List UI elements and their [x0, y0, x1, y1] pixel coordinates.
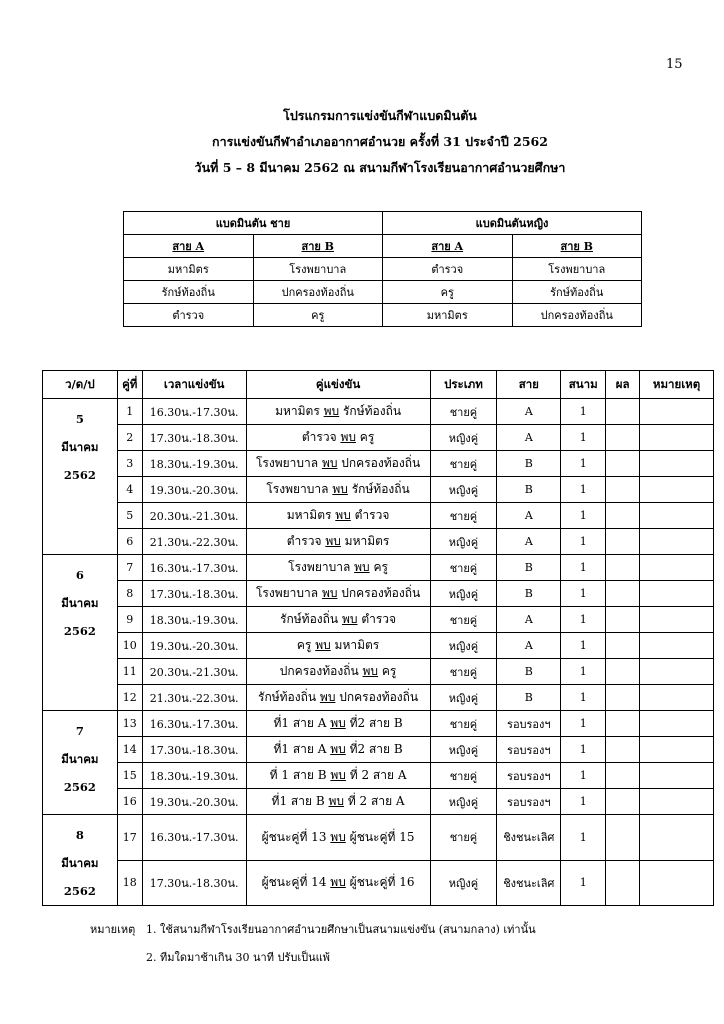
match-division: A — [497, 503, 561, 529]
team-b: มหามิตร — [334, 638, 380, 652]
team-cell: โรงพยาบาล — [512, 258, 642, 281]
match-time: 20.30น.-21.30น. — [142, 503, 246, 529]
page-number: 15 — [666, 57, 683, 72]
match-type: หญิงคู่ — [430, 737, 497, 763]
match-type: หญิงคู่ — [430, 789, 497, 815]
date-line: มีนาคม — [61, 856, 99, 870]
match-time: 16.30น.-17.30น. — [142, 711, 246, 737]
match-number: 12 — [117, 685, 142, 711]
match-row — [43, 477, 714, 503]
team-cell: ตำรวจ — [124, 304, 254, 327]
match-type: หญิงคู่ — [430, 529, 497, 555]
match-type: ชายคู่ — [430, 555, 497, 581]
date-line: 8 — [75, 828, 84, 842]
vs-word: พบ — [330, 875, 346, 890]
date-line: 2562 — [63, 624, 96, 638]
date-line: มีนาคม — [61, 752, 99, 766]
team-b: รักษ์ท้องถิ่น — [342, 404, 402, 418]
title-line-1: โปรแกรมการแข่งขันกีฬาแบดมินตัน — [283, 108, 477, 123]
match-court: 1 — [561, 607, 606, 633]
match-row — [43, 607, 714, 633]
match-result — [606, 633, 640, 659]
match-row — [43, 711, 714, 737]
team-b: ตำรวจ — [354, 508, 390, 522]
division-header: สาย B — [253, 235, 383, 258]
match-number: 7 — [117, 555, 142, 581]
match-opponents — [246, 685, 430, 711]
match-type: ชายคู่ — [430, 503, 497, 529]
vs-word: พบ — [321, 586, 338, 600]
match-time: 16.30น.-17.30น. — [142, 399, 246, 425]
date-line: 2562 — [63, 780, 96, 794]
match-time: 18.30น.-19.30น. — [142, 607, 246, 633]
match-remarks — [640, 503, 714, 529]
match-remarks — [640, 711, 714, 737]
match-remarks — [640, 763, 714, 789]
match-opponents — [246, 737, 430, 763]
match-division: B — [497, 685, 561, 711]
match-opponents — [246, 451, 430, 477]
match-result — [606, 425, 640, 451]
match-opponents — [246, 503, 430, 529]
match-time: 17.30น.-18.30น. — [142, 737, 246, 763]
match-number: 17 — [117, 815, 142, 861]
team-b: มหามิตร — [344, 534, 390, 548]
division-header: สาย A — [124, 235, 254, 258]
match-result — [606, 860, 640, 906]
match-division: A — [497, 607, 561, 633]
match-opponents — [246, 633, 430, 659]
teams-table — [123, 211, 642, 327]
vs-word: พบ — [341, 612, 358, 626]
team-a: ผู้ชนะคู่ที่ 13 — [261, 829, 327, 844]
vs-word: พบ — [315, 638, 331, 652]
match-division: A — [497, 633, 561, 659]
col-header-time: เวลาแข่งขัน — [142, 371, 246, 399]
team-cell: ตำรวจ — [383, 258, 513, 281]
match-time: 19.30น.-20.30น. — [142, 477, 246, 503]
match-result — [606, 503, 640, 529]
match-result — [606, 607, 640, 633]
match-number: 3 — [117, 451, 142, 477]
vs-word: พบ — [362, 664, 379, 678]
match-remarks — [640, 685, 714, 711]
match-division: A — [497, 529, 561, 555]
match-division: B — [497, 477, 561, 503]
match-time: 21.30น.-22.30น. — [142, 529, 246, 555]
match-result — [606, 451, 640, 477]
match-row — [43, 529, 714, 555]
match-result — [606, 711, 640, 737]
match-number: 15 — [117, 763, 142, 789]
match-court: 1 — [561, 789, 606, 815]
match-remarks — [640, 529, 714, 555]
col-header-remarks: หมายเหตุ — [640, 371, 714, 399]
team-a: โรงพยาบาล — [266, 482, 329, 496]
match-row — [43, 815, 714, 861]
date-line: 7 — [75, 724, 84, 738]
match-type: หญิงคู่ — [430, 685, 497, 711]
date-line: 2562 — [63, 884, 96, 898]
match-opponents — [246, 555, 430, 581]
match-remarks — [640, 555, 714, 581]
date-cell — [43, 815, 118, 906]
match-number: 8 — [117, 581, 142, 607]
team-a: มหามิตร — [286, 508, 332, 522]
col-header-division: สาย — [497, 371, 561, 399]
team-b: ที่ 2 สาย A — [349, 768, 407, 782]
match-number: 9 — [117, 607, 142, 633]
teams-row — [124, 281, 642, 304]
match-court: 1 — [561, 659, 606, 685]
match-remarks — [640, 451, 714, 477]
team-b: ผู้ชนะคู่ที่ 15 — [349, 829, 415, 844]
vs-word: พบ — [330, 716, 346, 730]
match-row — [43, 555, 714, 581]
match-opponents — [246, 815, 430, 861]
match-opponents — [246, 529, 430, 555]
match-opponents — [246, 659, 430, 685]
match-time: 20.30น.-21.30น. — [142, 659, 246, 685]
division-header: สาย A — [383, 235, 513, 258]
match-time: 18.30น.-19.30น. — [142, 763, 246, 789]
title-line-3: วันที่ 5 – 8 มีนาคม 2562 ณ สนามกีฬาโรงเรียนอากาศอำนวยศึกษา — [194, 160, 566, 175]
vs-word: พบ — [325, 534, 341, 548]
match-number: 1 — [117, 399, 142, 425]
team-a: ปกครองท้องถิ่น — [279, 664, 359, 678]
vs-word: พบ — [321, 456, 338, 470]
date-cell — [43, 555, 118, 711]
group-women: แบดมินตันหญิง — [383, 212, 642, 235]
team-b: ครู — [359, 430, 375, 444]
match-opponents — [246, 711, 430, 737]
match-result — [606, 581, 640, 607]
vs-word: พบ — [330, 829, 346, 844]
team-b: ผู้ชนะคู่ที่ 16 — [349, 875, 415, 890]
match-number: 4 — [117, 477, 142, 503]
match-number: 10 — [117, 633, 142, 659]
match-row — [43, 685, 714, 711]
match-court: 1 — [561, 555, 606, 581]
match-division: รอบรองฯ — [497, 763, 561, 789]
match-court: 1 — [561, 451, 606, 477]
match-remarks — [640, 789, 714, 815]
match-result — [606, 659, 640, 685]
match-type: ชายคู่ — [430, 763, 497, 789]
match-remarks — [640, 659, 714, 685]
team-cell: รักษ์ท้องถิ่น — [512, 281, 642, 304]
title-line-2: การแข่งขันกีฬาอำเภออากาศอำนวย ครั้งที่ 31 ประจำปี 2562 — [212, 134, 548, 149]
match-result — [606, 555, 640, 581]
match-remarks — [640, 633, 714, 659]
team-a: ที่ 1 สาย B — [269, 768, 327, 782]
match-division: รอบรองฯ — [497, 737, 561, 763]
match-result — [606, 529, 640, 555]
match-remarks — [640, 815, 714, 861]
team-b: ตำรวจ — [361, 612, 397, 626]
group-men: แบดมินตัน ชาย — [124, 212, 383, 235]
col-header-result: ผล — [606, 371, 640, 399]
match-row — [43, 581, 714, 607]
team-a: มหามิตร — [275, 404, 320, 418]
match-type: ชายคู่ — [430, 659, 497, 685]
match-number: 2 — [117, 425, 142, 451]
team-a: โรงพยาบาล — [255, 586, 319, 600]
vs-word: พบ — [319, 690, 336, 704]
schedule-header-row — [43, 371, 714, 399]
match-division: A — [497, 399, 561, 425]
team-a: ผู้ชนะคู่ที่ 14 — [261, 875, 327, 890]
match-number: 5 — [117, 503, 142, 529]
team-a: โรงพยาบาล — [255, 456, 319, 470]
team-cell: โรงพยาบาล — [253, 258, 383, 281]
match-type: ชายคู่ — [430, 815, 497, 861]
team-a: ที่1 สาย A — [273, 716, 327, 730]
match-type: ชายคู่ — [430, 711, 497, 737]
match-remarks — [640, 607, 714, 633]
match-time: 17.30น.-18.30น. — [142, 581, 246, 607]
col-header-match-no: คู่ที่ — [117, 371, 142, 399]
match-court: 1 — [561, 425, 606, 451]
match-row — [43, 860, 714, 906]
match-time: 21.30น.-22.30น. — [142, 685, 246, 711]
match-court: 1 — [561, 711, 606, 737]
teams-row — [124, 258, 642, 281]
match-row — [43, 633, 714, 659]
match-division: B — [497, 581, 561, 607]
match-row — [43, 659, 714, 685]
match-result — [606, 737, 640, 763]
match-court: 1 — [561, 633, 606, 659]
match-number: 18 — [117, 860, 142, 906]
date-cell — [43, 399, 118, 555]
match-court: 1 — [561, 581, 606, 607]
match-division: B — [497, 659, 561, 685]
vs-word: พบ — [340, 430, 356, 444]
team-cell: ปกครองท้องถิ่น — [512, 304, 642, 327]
match-result — [606, 399, 640, 425]
match-court: 1 — [561, 860, 606, 906]
team-b: ครู — [373, 560, 388, 574]
date-line: 5 — [75, 412, 84, 426]
match-opponents — [246, 425, 430, 451]
team-cell: มหามิตร — [383, 304, 513, 327]
match-type: หญิงคู่ — [430, 425, 497, 451]
document-titles — [0, 103, 724, 181]
match-number: 6 — [117, 529, 142, 555]
match-court: 1 — [561, 685, 606, 711]
match-remarks — [640, 477, 714, 503]
vs-word: พบ — [323, 404, 340, 418]
team-a: ตำรวจ — [301, 430, 337, 444]
match-row — [43, 763, 714, 789]
match-row — [43, 737, 714, 763]
match-number: 14 — [117, 737, 142, 763]
team-b: ปกครองท้องถิ่น — [341, 586, 421, 600]
match-result — [606, 477, 640, 503]
team-a: รักษ์ท้องถิ่น — [258, 690, 317, 704]
match-type: หญิงคู่ — [430, 581, 497, 607]
match-time: 19.30น.-20.30น. — [142, 789, 246, 815]
match-number: 16 — [117, 789, 142, 815]
note-item: 2. ทีมใดมาช้าเกิน 30 นาที ปรับเป็นแพ้ — [146, 951, 330, 964]
match-division: ชิงชนะเลิศ — [497, 860, 561, 906]
match-division: B — [497, 451, 561, 477]
match-type: หญิงคู่ — [430, 633, 497, 659]
col-header-date: ว/ด/ป — [43, 371, 118, 399]
match-court: 1 — [561, 763, 606, 789]
match-division: รอบรองฯ — [497, 711, 561, 737]
team-b: ครู — [381, 664, 397, 678]
match-division: ชิงชนะเลิศ — [497, 815, 561, 861]
match-number: 11 — [117, 659, 142, 685]
vs-word: พบ — [328, 794, 344, 808]
match-remarks — [640, 737, 714, 763]
vs-word: พบ — [354, 560, 370, 574]
team-a: ครู — [296, 638, 312, 652]
match-opponents — [246, 581, 430, 607]
match-row — [43, 789, 714, 815]
team-b: ปกครองท้องถิ่น — [339, 690, 419, 704]
match-division: รอบรองฯ — [497, 789, 561, 815]
date-line: มีนาคม — [61, 596, 99, 610]
match-row — [43, 399, 714, 425]
match-number: 13 — [117, 711, 142, 737]
col-header-opponents: คู่แข่งขัน — [246, 371, 430, 399]
vs-word: พบ — [335, 508, 351, 522]
match-result — [606, 789, 640, 815]
vs-word: พบ — [330, 742, 346, 756]
match-remarks — [640, 425, 714, 451]
vs-word: พบ — [332, 482, 348, 496]
match-division: B — [497, 555, 561, 581]
match-time: 16.30น.-17.30น. — [142, 815, 246, 861]
match-remarks — [640, 581, 714, 607]
match-opponents — [246, 860, 430, 906]
date-line: 6 — [75, 568, 84, 582]
schedule-table — [42, 370, 714, 906]
col-header-court: สนาม — [561, 371, 606, 399]
teams-division-row — [124, 235, 642, 258]
team-cell: รักษ์ท้องถิ่น — [124, 281, 254, 304]
match-time: 17.30น.-18.30น. — [142, 860, 246, 906]
team-a: โรงพยาบาล — [288, 560, 351, 574]
match-row — [43, 503, 714, 529]
notes-label: หมายเหตุ — [90, 923, 136, 936]
match-time: 19.30น.-20.30น. — [142, 633, 246, 659]
match-opponents — [246, 789, 430, 815]
match-opponents — [246, 399, 430, 425]
match-type: หญิงคู่ — [430, 860, 497, 906]
note-item: 1. ใช้สนามกีฬาโรงเรียนอากาศอำนวยศึกษาเป็นสนามแข่งขัน (สนามกลาง) เท่านั้น — [146, 923, 536, 936]
match-court: 1 — [561, 737, 606, 763]
match-row — [43, 425, 714, 451]
team-a: รักษ์ท้องถิ่น — [280, 612, 339, 626]
match-opponents — [246, 763, 430, 789]
teams-group-row — [124, 212, 642, 235]
team-b: ปกครองท้องถิ่น — [341, 456, 421, 470]
match-result — [606, 815, 640, 861]
team-cell: มหามิตร — [124, 258, 254, 281]
match-division: A — [497, 425, 561, 451]
team-cell: ปกครองท้องถิ่น — [253, 281, 383, 304]
match-type: หญิงคู่ — [430, 477, 497, 503]
division-header: สาย B — [512, 235, 642, 258]
col-header-type: ประเภท — [430, 371, 497, 399]
match-time: 16.30น.-17.30น. — [142, 555, 246, 581]
match-opponents — [246, 477, 430, 503]
match-result — [606, 763, 640, 789]
match-result — [606, 685, 640, 711]
match-time: 17.30น.-18.30น. — [142, 425, 246, 451]
match-court: 1 — [561, 529, 606, 555]
match-remarks — [640, 399, 714, 425]
match-court: 1 — [561, 815, 606, 861]
match-type: ชายคู่ — [430, 399, 497, 425]
match-time: 18.30น.-19.30น. — [142, 451, 246, 477]
team-a: ที่1 สาย B — [271, 794, 325, 808]
team-a: ที่1 สาย A — [273, 742, 327, 756]
teams-row — [124, 304, 642, 327]
match-opponents — [246, 607, 430, 633]
match-type: ชายคู่ — [430, 607, 497, 633]
date-line: 2562 — [63, 468, 96, 482]
team-b: ที่2 สาย B — [349, 742, 403, 756]
team-cell: ครู — [253, 304, 383, 327]
match-court: 1 — [561, 399, 606, 425]
date-cell — [43, 711, 118, 815]
match-row — [43, 451, 714, 477]
team-b: ที่2 สาย B — [349, 716, 403, 730]
match-remarks — [640, 860, 714, 906]
match-court: 1 — [561, 503, 606, 529]
match-court: 1 — [561, 477, 606, 503]
match-type: ชายคู่ — [430, 451, 497, 477]
vs-word: พบ — [330, 768, 346, 782]
team-b: ที่ 2 สาย A — [347, 794, 405, 808]
team-b: รักษ์ท้องถิ่น — [351, 482, 410, 496]
team-a: ตำรวจ — [286, 534, 322, 548]
date-line: มีนาคม — [61, 440, 99, 454]
team-cell: ครู — [383, 281, 513, 304]
